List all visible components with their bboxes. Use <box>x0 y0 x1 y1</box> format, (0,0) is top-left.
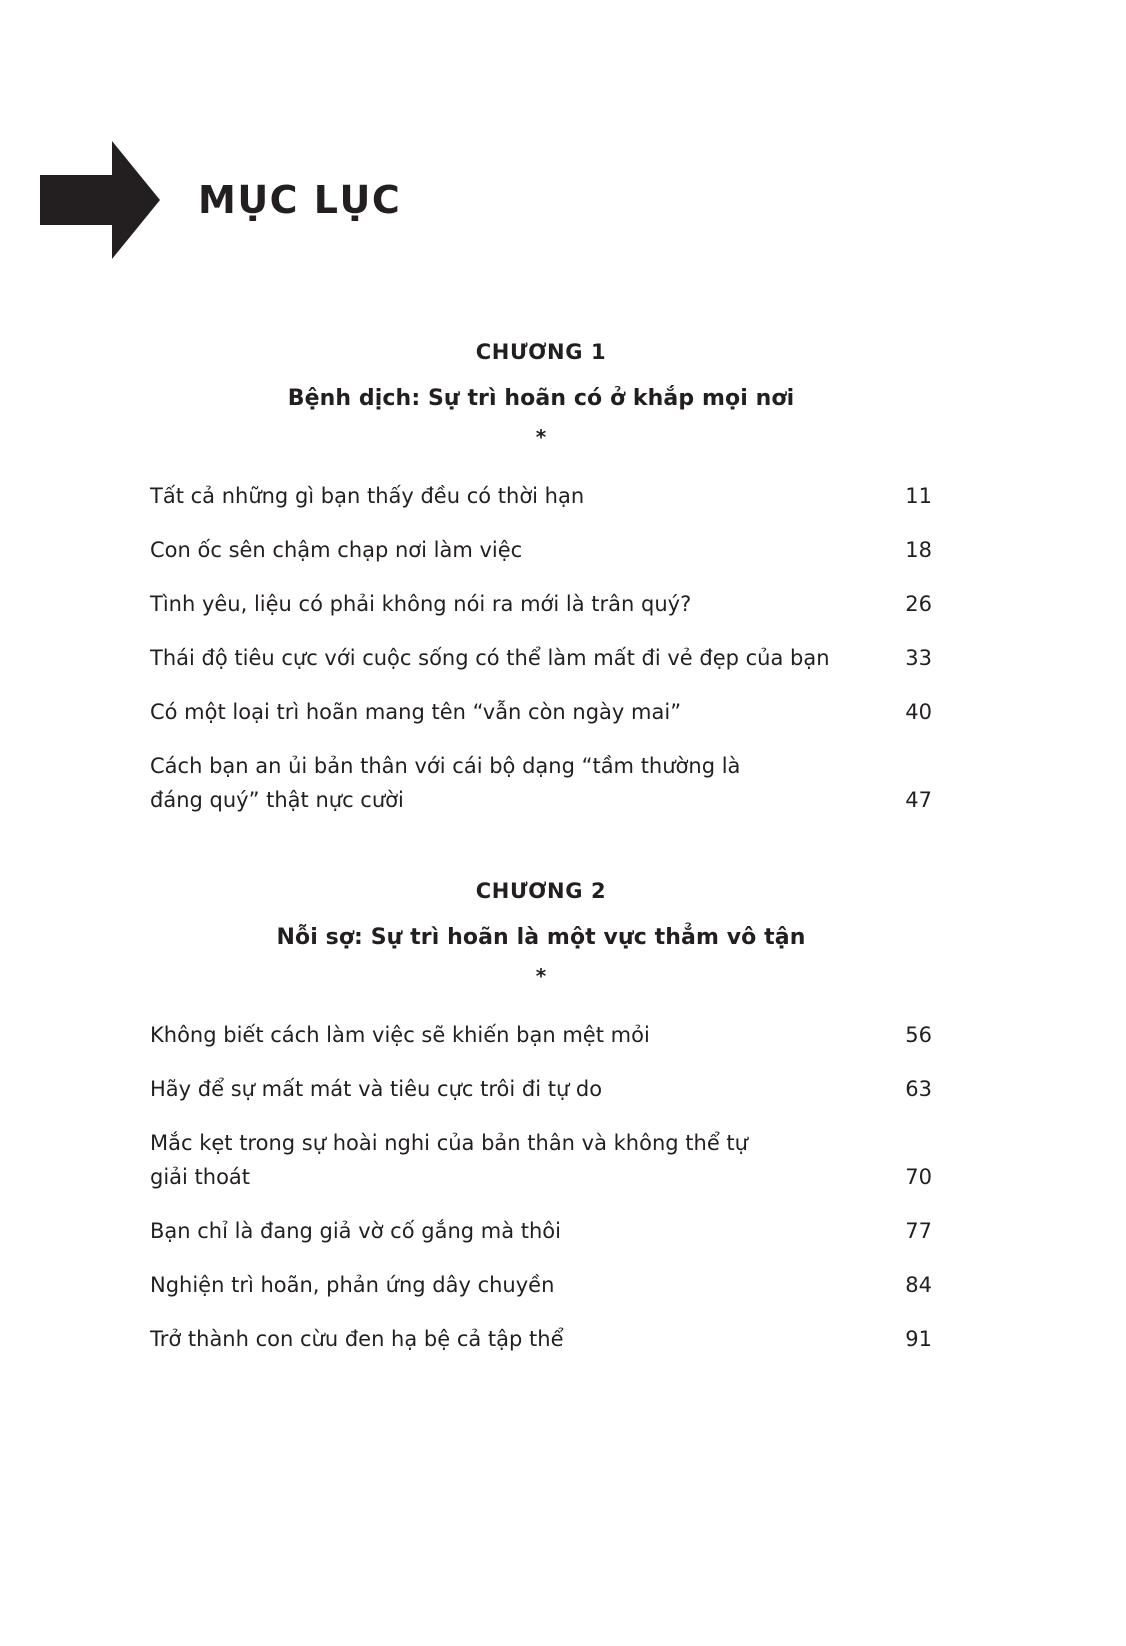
toc-entry[interactable] <box>150 739 932 827</box>
toc-entry-page: 11 <box>905 484 932 508</box>
chapter-subtitle-2: Nỗi sợ: Sự trì hoãn là một vực thẳm vô tận <box>276 925 806 951</box>
toc-entry-page: 56 <box>905 1023 932 1048</box>
toc-entry[interactable] <box>150 577 932 631</box>
toc-entry-page: 84 <box>905 1273 932 1298</box>
toc-entry-page: 33 <box>905 646 932 671</box>
page-header <box>40 140 401 260</box>
chapter-separator-2: * <box>535 964 547 989</box>
page-title: MỤC LỤC <box>198 178 402 222</box>
toc-entry-title: Mắc kẹt trong sự hoài nghi của bản thân và không thể tự giải thoát <box>150 1131 748 1190</box>
toc-entry-title: Bạn chỉ là đang giả vờ cố gắng mà thôi <box>150 1219 561 1244</box>
chapter-block-2 <box>150 879 932 1366</box>
toc-entry-page: 63 <box>905 1077 932 1102</box>
toc-entry[interactable] <box>150 523 932 577</box>
toc-entry-title: Con ốc sên chậm chạp nơi làm việc <box>150 538 523 563</box>
chapter-subtitle-1: Bệnh dịch: Sự trì hoãn có ở khắp mọi nơi <box>287 386 795 411</box>
chapter-number-2: CHƯƠNG 2 <box>475 879 607 904</box>
toc-entry[interactable] <box>150 1312 932 1366</box>
toc-entry[interactable] <box>150 685 932 739</box>
table-of-contents <box>150 340 932 1366</box>
chapter-heading-1 <box>150 340 932 447</box>
toc-entry-page: 70 <box>905 1165 932 1190</box>
toc-entry-page: 47 <box>905 788 932 813</box>
toc-entry-title: Có một loại trì hoãn mang tên “vẫn còn ngày mai” <box>150 700 682 725</box>
chapter-block-1 <box>150 340 932 827</box>
chapter-entries-1 <box>150 469 932 827</box>
toc-entry[interactable] <box>150 1062 932 1116</box>
toc-entry-page: 26 <box>905 592 932 617</box>
toc-entry[interactable] <box>150 631 932 685</box>
toc-entry[interactable] <box>150 1204 932 1258</box>
toc-entry[interactable] <box>150 1258 932 1312</box>
chapter-heading-2 <box>150 879 932 989</box>
chapter-number-1: CHƯƠNG 1 <box>475 340 607 364</box>
toc-entry-page: 91 <box>905 1327 932 1352</box>
toc-entry-title: Hãy để sự mất mát và tiêu cực trôi đi tự do <box>150 1077 603 1102</box>
toc-entry-title: Cách bạn an ủi bản thân với cái bộ dạng “tầm thường là đáng quý” thật nực cười <box>150 754 741 813</box>
toc-entry-page: 40 <box>905 700 932 725</box>
chapter-entries-2 <box>150 1008 932 1366</box>
chapter-separator-1: * <box>535 425 547 449</box>
toc-entry[interactable] <box>150 469 932 523</box>
toc-entry-page: 77 <box>905 1219 932 1244</box>
toc-entry-title: Tất cả những gì bạn thấy đều có thời hạn <box>150 484 585 508</box>
toc-entry-title: Nghiện trì hoãn, phản ứng dây chuyền <box>150 1273 555 1298</box>
toc-entry[interactable] <box>150 1116 932 1204</box>
toc-entry-page: 18 <box>905 538 932 563</box>
toc-entry-title: Trở thành con cừu đen hạ bệ cả tập thể <box>150 1327 564 1352</box>
toc-entry[interactable] <box>150 1008 932 1062</box>
toc-entry-title: Tình yêu, liệu có phải không nói ra mới là trân quý? <box>150 592 692 617</box>
arrow-right-icon <box>40 141 160 259</box>
toc-entry-title: Không biết cách làm việc sẽ khiến bạn mệt mỏi <box>150 1023 650 1048</box>
toc-entry-title: Thái độ tiêu cực với cuộc sống có thể làm mất đi vẻ đẹp của bạn <box>150 646 830 671</box>
